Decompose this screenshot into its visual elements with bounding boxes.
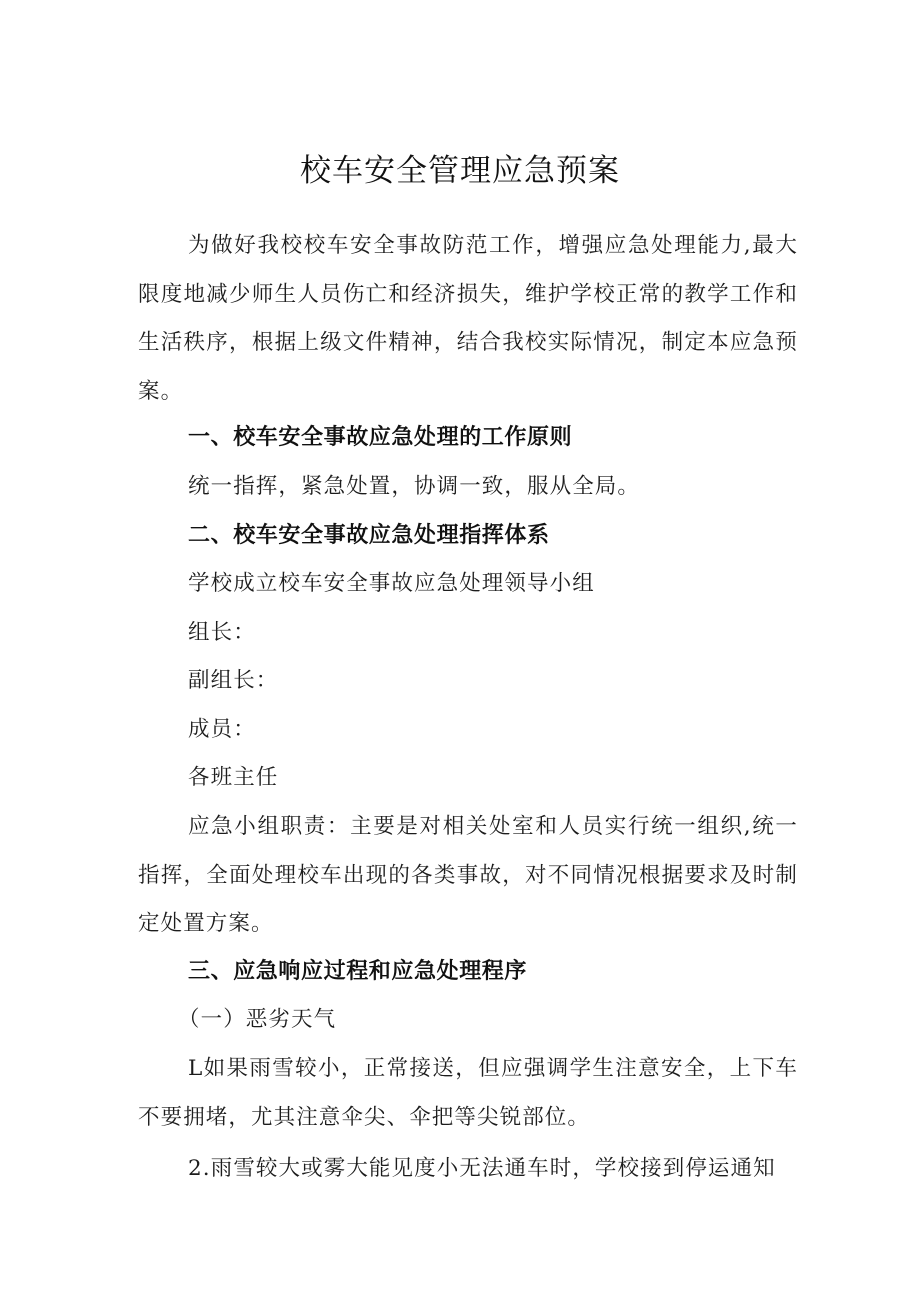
item2-paragraph: 2.雨雪较大或雾大能见度小无法通车时，学校接到停运通知 bbox=[188, 1156, 776, 1181]
section3-heading: 三、应急响应过程和应急处理程序 bbox=[188, 959, 528, 984]
section1-body: 统一指挥，紧急处置，协调一致，服从全局。 bbox=[188, 474, 641, 499]
group-leader: 组长： bbox=[188, 620, 256, 645]
duties-paragraph: 应急小组职责：主要是对相关处室和人员实行统一组织,统一指挥，全面处理校车出现的各类事故，对不同情况根据要求及时制定处置方案。 bbox=[138, 814, 798, 936]
group-deputy: 副组长： bbox=[188, 668, 279, 693]
section1-heading: 一、校车安全事故应急处理的工作原则 bbox=[188, 425, 573, 450]
group-members: 成员： bbox=[188, 717, 256, 742]
subsection-bad-weather: （一）恶劣天气 bbox=[178, 1007, 337, 1032]
group-intro: 学校成立校车安全事故应急处理领导小组 bbox=[188, 571, 595, 596]
section2-heading: 二、校车安全事故应急处理指挥体系 bbox=[188, 523, 550, 548]
document-title: 校车安全管理应急预案 bbox=[300, 153, 620, 189]
group-teachers: 各班主任 bbox=[188, 765, 279, 790]
intro-paragraph: 为做好我校校车安全事故防范工作，增强应急处理能力,最大限度地减少师生人员伤亡和经济损失，维护学校正常的教学工作和生活秩序，根据上级文件精神，结合我校实际情况，制定本应急预案。 bbox=[138, 233, 798, 404]
item1-paragraph: L如果雨雪较小，正常接送，但应强调学生注意安全，上下车不要拥堵，尤其注意伞尖、伞把等尖锐部位。 bbox=[138, 1056, 798, 1130]
